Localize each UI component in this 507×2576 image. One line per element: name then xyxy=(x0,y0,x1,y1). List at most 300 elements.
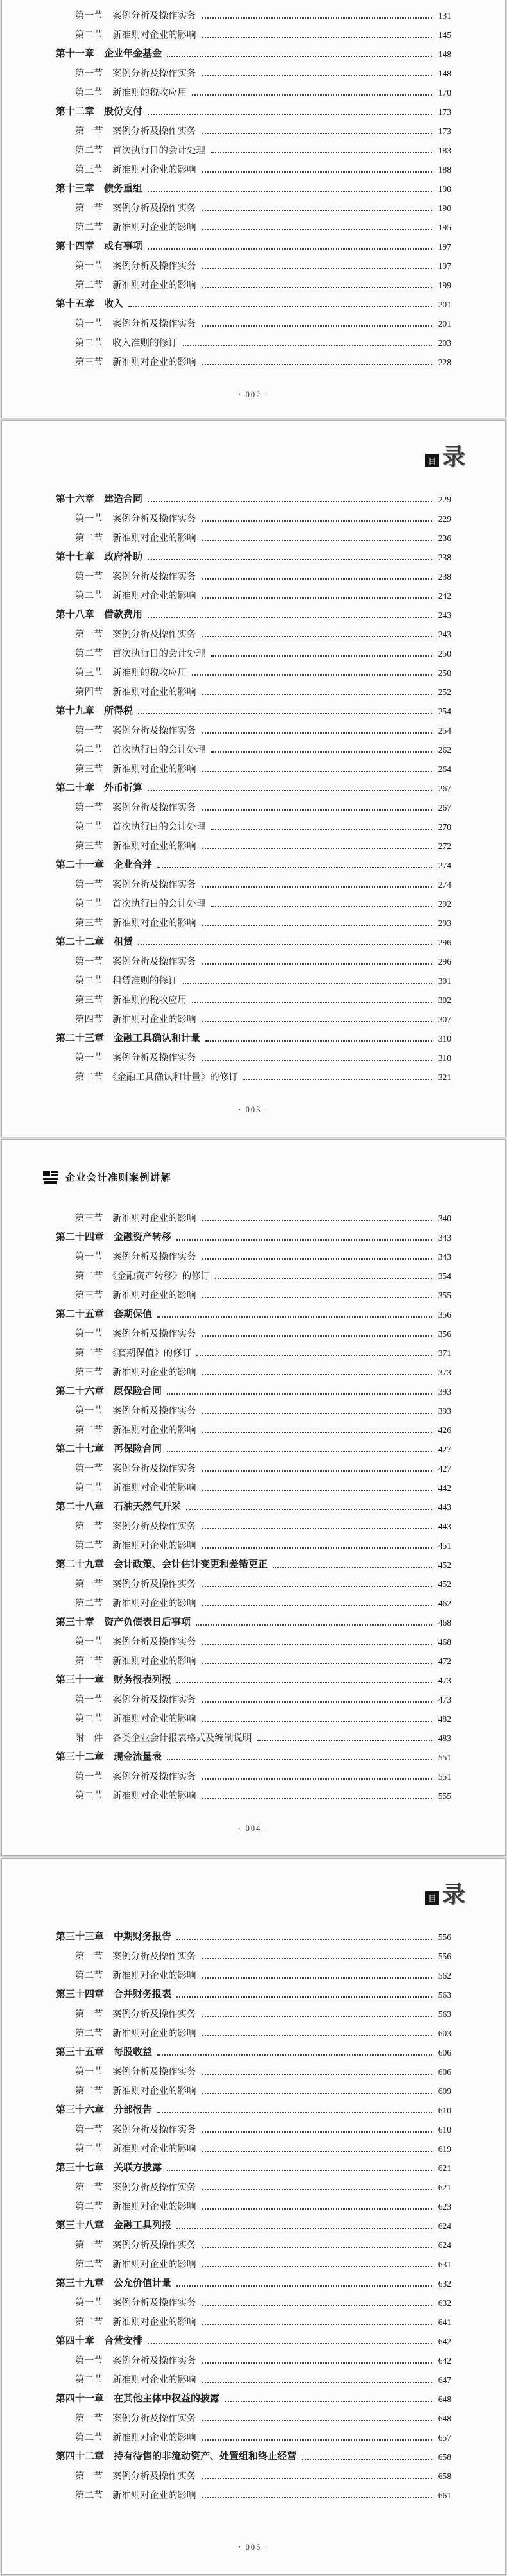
toc-entry-label: 第三节 新准则对企业的影响 xyxy=(75,918,196,929)
toc-entry-label: 第一节 案例分析及操作实务 xyxy=(75,1636,196,1647)
toc-entry xyxy=(56,1746,451,1765)
toc-entry-label: 第三十六章 分部报告 xyxy=(56,2105,153,2116)
toc-entry xyxy=(56,1206,451,1226)
toc-entry-page-number: 302 xyxy=(438,995,451,1006)
toc-entry xyxy=(56,1457,451,1476)
toc-entry-page-number: 483 xyxy=(438,1733,451,1744)
toc-entry-page-number: 610 xyxy=(438,2106,451,2116)
toc-entry-page-number: 270 xyxy=(438,822,451,832)
toc-entry-label: 第四十一章 在其他主体中权益的披露 xyxy=(56,2394,220,2405)
page-folio: · 004 · xyxy=(238,1824,269,1833)
toc-entry-page-number: 272 xyxy=(438,841,451,852)
dot-leader xyxy=(196,1624,432,1626)
toc-entry-label: 第十七章 政府补助 xyxy=(56,552,143,563)
toc-entry-page-number: 426 xyxy=(438,1425,451,1436)
dot-leader xyxy=(202,963,433,965)
toc-entry xyxy=(56,873,451,892)
dot-leader xyxy=(202,325,433,327)
toc-entry xyxy=(56,2445,451,2464)
toc-entry-page-number: 371 xyxy=(438,1348,451,1359)
toc-entry-label: 第三十七章 关联方披露 xyxy=(56,2163,162,2174)
toc-entry-page-number: 148 xyxy=(438,49,451,60)
toc-entry-label: 第三十一章 财务报表列报 xyxy=(56,1675,172,1686)
dot-leader xyxy=(202,2382,433,2383)
toc-entry xyxy=(56,488,451,507)
toc-entry-label: 第四节 新准则对企业的影响 xyxy=(75,687,196,698)
toc-entry-page-number: 340 xyxy=(438,1214,451,1224)
toc-entry-page-number: 355 xyxy=(438,1291,451,1301)
lu-glyph-icon: 录 xyxy=(442,1882,465,1907)
dot-leader xyxy=(211,152,432,153)
dot-leader xyxy=(202,1586,433,1587)
toc-entry xyxy=(56,119,451,139)
toc-entry-label: 第二节 《套期保值》的修订 xyxy=(75,1348,192,1359)
dot-leader xyxy=(211,906,432,907)
lu-glyph-icon: 录 xyxy=(442,444,465,470)
toc-entry-page-number: 632 xyxy=(438,2298,451,2308)
toc-entry-label: 第十一章 企业年金基金 xyxy=(56,49,162,60)
toc-entry xyxy=(56,1495,451,1515)
toc-entry-page-number: 657 xyxy=(438,2433,451,2443)
toc-entry-page-number: 623 xyxy=(438,2202,451,2212)
dot-leader xyxy=(202,133,433,134)
toc-entry-label: 第二节 新准则对企业的影响 xyxy=(75,2201,196,2212)
toc-entry-label: 第十二章 股份支付 xyxy=(56,107,143,117)
dot-leader xyxy=(202,2266,433,2267)
toc-entry-page-number: 624 xyxy=(438,2240,451,2251)
toc-entry-label: 第一节 案例分析及操作实务 xyxy=(75,1405,196,1416)
toc-entry-label: 第三十章 资产负债表日后事项 xyxy=(56,1617,191,1628)
toc-entry-label: 第二节 新准则对企业的影响 xyxy=(75,30,196,40)
toc-entry-page-number: 452 xyxy=(438,1560,451,1570)
toc-entry-label: 第二节 新准则对企业的影响 xyxy=(75,1425,196,1436)
dot-leader xyxy=(202,75,433,76)
toc-entry-page-number: 606 xyxy=(438,2067,451,2077)
toc-entry-label: 第一节 案例分析及操作实务 xyxy=(75,1251,196,1262)
toc-entry-label: 第三节 新准则的税收应用 xyxy=(75,995,187,1006)
toc-entry xyxy=(56,2310,451,2330)
toc-entry xyxy=(56,700,451,719)
dot-leader xyxy=(186,1509,432,1510)
dot-leader xyxy=(202,210,433,211)
toc-entry-label: 第三节 新准则对企业的影响 xyxy=(75,1367,196,1378)
toc-entry-label: 第二节 新准则对企业的影响 xyxy=(75,1540,196,1551)
toc-entry-label: 第二十一章 企业合并 xyxy=(56,860,153,871)
toc-entry-label: 第十五章 收入 xyxy=(56,299,124,310)
toc-entry xyxy=(56,2368,451,2387)
toc-entry-label: 第二节 新准则对企业的影响 xyxy=(75,1598,196,1609)
toc-entry-label: 第二节 新准则对企业的影响 xyxy=(75,2028,196,2039)
toc-entry xyxy=(56,1341,451,1361)
toc-entry xyxy=(56,1284,451,1303)
toc-entry-label: 第一节 案例分析及操作实务 xyxy=(75,203,196,214)
toc-entry-page-number: 373 xyxy=(438,1368,451,1378)
toc-entry xyxy=(56,603,451,623)
page-folio: · 003 · xyxy=(238,1105,269,1114)
book-logo-icon xyxy=(42,1169,60,1185)
toc-entry-page-number: 551 xyxy=(438,1772,451,1782)
toc-entry xyxy=(56,911,451,931)
toc-entry-label: 第十三章 债务重组 xyxy=(56,184,143,194)
toc-entry-label: 第二节 新准则对企业的影响 xyxy=(75,280,196,291)
dot-leader xyxy=(202,540,433,541)
toc-entry-page-number: 321 xyxy=(438,1072,451,1083)
dot-leader xyxy=(211,751,432,753)
toc-entry xyxy=(56,2330,451,2349)
toc-entry xyxy=(56,1515,451,1534)
toc-entry xyxy=(56,273,451,293)
toc-entry xyxy=(56,2426,451,2445)
dot-leader xyxy=(202,268,433,269)
toc-entry-page-number: 642 xyxy=(438,2356,451,2366)
dot-leader xyxy=(138,713,432,714)
toc-entry-label: 第三十九章 公允价值计量 xyxy=(56,2278,172,2289)
dot-leader xyxy=(202,1701,433,1703)
toc-entry xyxy=(56,777,451,796)
toc-entry-label: 第一节 案例分析及操作实务 xyxy=(75,1694,196,1705)
toc-entry xyxy=(56,2099,451,2118)
toc-entry-label: 第一节 案例分析及操作实务 xyxy=(75,2297,196,2308)
toc-entry-page-number: 427 xyxy=(438,1464,451,1474)
toc-entry xyxy=(56,2464,451,2484)
toc-entry xyxy=(56,1226,451,1245)
dot-leader xyxy=(202,2016,433,2017)
dot-leader xyxy=(211,829,432,830)
toc-entry xyxy=(56,1964,451,1983)
toc-entry xyxy=(56,950,451,969)
dot-leader xyxy=(202,1977,433,1979)
toc-entry xyxy=(56,350,451,370)
dot-leader xyxy=(202,1335,433,1337)
toc-entry-label: 第三节 新准则对企业的影响 xyxy=(75,764,196,775)
toc-entry-page-number: 451 xyxy=(438,1541,451,1551)
dot-leader xyxy=(196,1355,432,1356)
toc-entry-label: 第二节 新准则对企业的影响 xyxy=(75,2374,196,2385)
toc-entry-page-number: 264 xyxy=(438,764,451,775)
toc-entry-page-number: 190 xyxy=(438,184,451,194)
toc-entry-label: 第三十二章 现金流量表 xyxy=(56,1752,162,1763)
toc-entry-label: 第二节 《金融工具确认和计量》的修订 xyxy=(75,1072,238,1083)
toc-entry-label: 第二节 新准则对企业的影响 xyxy=(75,1790,196,1801)
toc-entry-label: 第三十三章 中期财务报告 xyxy=(56,1932,172,1943)
toc-entry-page-number: 238 xyxy=(438,572,451,582)
dot-leader xyxy=(202,2420,433,2421)
toc-entry-page-number: 603 xyxy=(438,2029,451,2039)
dot-leader xyxy=(202,287,433,288)
toc-entry xyxy=(56,2156,451,2176)
toc-entry xyxy=(56,545,451,565)
toc-entry-label: 第一节 案例分析及操作实务 xyxy=(75,126,196,137)
toc-entry-label: 第一节 案例分析及操作实务 xyxy=(75,10,196,21)
dot-leader xyxy=(202,2478,433,2479)
toc-entry xyxy=(56,1303,451,1322)
toc-entry-label: 第一节 案例分析及操作实务 xyxy=(75,629,196,640)
toc-entry xyxy=(56,42,451,62)
toc-entry xyxy=(56,854,451,873)
toc-entry xyxy=(56,1245,451,1264)
toc-entry-page-number: 301 xyxy=(438,976,451,986)
dot-leader xyxy=(202,2131,433,2133)
toc-entry-label: 第一节 案例分析及操作实务 xyxy=(75,1328,196,1339)
toc-entry-label: 第二节 新准则的税收应用 xyxy=(75,87,187,98)
dot-leader xyxy=(202,1432,433,1433)
dot-leader xyxy=(138,944,432,945)
dot-leader xyxy=(128,306,432,307)
toc-entry-page-number: 148 xyxy=(438,69,451,79)
toc-entry-label: 第三十四章 合并财务报表 xyxy=(56,1989,172,2000)
toc-entry xyxy=(56,1322,451,1341)
dot-leader xyxy=(202,2439,433,2441)
toc-entry-page-number: 642 xyxy=(438,2337,451,2347)
toc-entry-page-number: 195 xyxy=(438,223,451,233)
toc-entry-page-number: 661 xyxy=(438,2491,451,2501)
toc-entry-page-number: 274 xyxy=(438,880,451,890)
toc-entry-label: 第二节 首次执行日的会计处理 xyxy=(75,145,205,156)
toc-entry-label: 第一节 案例分析及操作实务 xyxy=(75,68,196,79)
toc-entry-label: 第二节 收入准则的修订 xyxy=(75,338,178,348)
toc-entry-label: 第三节 新准则对企业的影响 xyxy=(75,1290,196,1301)
toc-entry-page-number: 188 xyxy=(438,165,451,175)
toc-entry-label: 第一节 案例分析及操作实务 xyxy=(75,725,196,736)
toc-entry-label: 第十四章 或有事项 xyxy=(56,241,143,252)
toc-entry xyxy=(56,661,451,680)
dot-leader xyxy=(202,1490,433,1491)
toc-entry xyxy=(56,1649,451,1669)
toc-entry xyxy=(56,2233,451,2253)
toc-entry-page-number: 238 xyxy=(438,553,451,563)
toc-entry-page-number: 648 xyxy=(438,2414,451,2424)
toc-entry-page-number: 131 xyxy=(438,11,451,21)
toc-entry-page-number: 197 xyxy=(438,242,451,252)
toc-entry-label: 第二十四章 金融资产转移 xyxy=(56,1232,172,1243)
dot-leader xyxy=(202,1958,433,1959)
toc-entry-page-number: 267 xyxy=(438,784,451,794)
toc-entry xyxy=(56,1784,451,1803)
toc-entry-label: 第二节 新准则对企业的影响 xyxy=(75,2143,196,2154)
dot-leader xyxy=(243,1079,432,1080)
toc-entry-page-number: 631 xyxy=(438,2260,451,2270)
toc-entry xyxy=(56,1592,451,1611)
toc-entry xyxy=(56,719,451,738)
dot-leader xyxy=(148,790,432,791)
toc-entry-label: 第二节 新准则对企业的影响 xyxy=(75,1482,196,1493)
toc-entry xyxy=(56,1611,451,1630)
dot-leader xyxy=(202,809,433,811)
toc-entry xyxy=(56,1925,451,1945)
toc-entry xyxy=(56,623,451,642)
toc-entry-page-number: 243 xyxy=(438,630,451,640)
toc-entry-page-number: 267 xyxy=(438,803,451,813)
dot-leader xyxy=(202,2362,433,2364)
toc-page-003 xyxy=(1,420,506,1137)
toc-entry-page-number: 201 xyxy=(438,319,451,329)
toc-entry-label: 第二节 新准则对企业的影响 xyxy=(75,1970,196,1981)
toc-entry-page-number: 343 xyxy=(438,1233,451,1243)
dot-leader xyxy=(202,1528,433,1529)
dot-leader xyxy=(202,694,433,695)
dot-leader xyxy=(167,1451,432,1452)
toc-entry-page-number: 632 xyxy=(438,2279,451,2289)
dot-leader xyxy=(211,655,432,657)
toc-entry-page-number: 563 xyxy=(438,2009,451,2020)
dot-leader xyxy=(148,617,432,618)
toc-entry-page-number: 562 xyxy=(438,1971,451,1981)
toc-entry xyxy=(56,565,451,584)
toc-entry-page-number: 393 xyxy=(438,1406,451,1416)
toc-entry-page-number: 356 xyxy=(438,1310,451,1320)
toc-entry-page-number: 296 xyxy=(438,957,451,967)
toc-entry-label: 第二节 新准则对企业的影响 xyxy=(75,2490,196,2501)
dot-leader xyxy=(205,1040,432,1042)
dot-leader xyxy=(215,1278,432,1279)
toc-entry xyxy=(56,1553,451,1572)
dot-leader xyxy=(157,1316,432,1318)
toc-entry xyxy=(56,1669,451,1688)
dot-leader xyxy=(176,2285,432,2287)
dot-leader xyxy=(176,1996,432,1998)
toc-entry xyxy=(56,1399,451,1418)
toc-entry-label: 第一节 案例分析及操作实务 xyxy=(75,1521,196,1532)
toc-entry xyxy=(56,1027,451,1046)
toc-entry xyxy=(56,1476,451,1495)
toc-entry-page-number: 555 xyxy=(438,1791,451,1801)
toc-entry-label: 第二节 新准则对企业的影响 xyxy=(75,590,196,601)
dot-leader xyxy=(202,2151,433,2152)
toc-entry-label: 第一节 案例分析及操作实务 xyxy=(75,802,196,813)
toc-entry xyxy=(56,158,451,177)
dot-leader xyxy=(202,925,433,926)
toc-entry-page-number: 551 xyxy=(438,1753,451,1763)
toc-list xyxy=(56,1925,451,2503)
toc-entry-page-number: 556 xyxy=(438,1932,451,1943)
toc-entry-page-number: 183 xyxy=(438,146,451,156)
toc-entry xyxy=(56,1983,451,2002)
dot-leader xyxy=(202,2305,433,2306)
toc-entry-page-number: 199 xyxy=(438,280,451,291)
dot-leader xyxy=(202,1060,433,1061)
dot-leader xyxy=(202,1547,433,1549)
toc-entry-label: 第四十二章 持有待售的非流动资产、处置组和终止经营 xyxy=(56,2451,297,2462)
toc-entry xyxy=(56,293,451,312)
toc-entry xyxy=(56,2253,451,2272)
dot-leader xyxy=(148,248,432,250)
toc-entry-label: 第一节 案例分析及操作实务 xyxy=(75,2413,196,2424)
toc-entry-page-number: 443 xyxy=(438,1522,451,1532)
dot-leader xyxy=(202,2208,433,2210)
toc-entry-page-number: 462 xyxy=(438,1599,451,1609)
toc-entry-label: 第二节 新准则对企业的影响 xyxy=(75,2432,196,2443)
toc-entry-page-number: 229 xyxy=(438,514,451,524)
dot-leader xyxy=(183,983,433,984)
dot-leader xyxy=(176,1939,432,1940)
toc-list xyxy=(56,4,451,370)
toc-entry xyxy=(56,1264,451,1284)
dot-leader xyxy=(202,732,433,734)
toc-entry-label: 第一节 案例分析及操作实务 xyxy=(75,1463,196,1474)
toc-entry-page-number: 236 xyxy=(438,533,451,544)
toc-entry-page-number: 648 xyxy=(438,2394,451,2405)
dot-leader xyxy=(302,2459,432,2460)
toc-entry xyxy=(56,642,451,661)
toc-entry-label: 第三节 新准则对企业的影响 xyxy=(75,1213,196,1224)
dot-leader xyxy=(176,2228,432,2229)
toc-entry xyxy=(56,62,451,81)
toc-entry-page-number: 473 xyxy=(438,1676,451,1686)
toc-entry-page-number: 393 xyxy=(438,1387,451,1397)
toc-entry-label: 第二节 新准则对企业的影响 xyxy=(75,533,196,544)
toc-entry xyxy=(56,312,451,331)
toc-entry xyxy=(56,1361,451,1380)
dot-leader xyxy=(202,1413,433,1414)
dot-leader xyxy=(202,2497,433,2498)
dot-leader xyxy=(202,1798,433,1799)
dot-leader xyxy=(202,1644,433,1645)
dot-leader xyxy=(202,2247,433,2248)
toc-entry-label: 第二节 新准则对企业的影响 xyxy=(75,2259,196,2270)
toc-entry xyxy=(56,757,451,777)
toc-running-header xyxy=(425,444,465,470)
toc-entry xyxy=(56,1765,451,1784)
dot-leader xyxy=(202,1021,433,1022)
toc-entry-page-number: 563 xyxy=(438,1990,451,2000)
toc-entry-label: 第二十九章 会计政策、会计估计变更和差错更正 xyxy=(56,1559,268,1570)
mu-box-icon: 目 xyxy=(425,1891,439,1905)
toc-entry-label: 第二节 租赁准则的修订 xyxy=(75,975,178,986)
toc-entry-label: 第一节 案例分析及操作实务 xyxy=(75,2471,196,2482)
toc-entry xyxy=(56,100,451,119)
toc-entry-page-number: 473 xyxy=(438,1695,451,1705)
toc-entry-label: 第二十二章 租赁 xyxy=(56,937,133,948)
dot-leader xyxy=(225,2401,432,2402)
dot-leader xyxy=(157,867,432,868)
dot-leader xyxy=(148,501,432,502)
dot-leader xyxy=(202,1220,433,1221)
toc-entry-label: 第一节 案例分析及操作实务 xyxy=(75,879,196,890)
dot-leader xyxy=(192,1002,432,1003)
toc-entry-page-number: 354 xyxy=(438,1271,451,1282)
book-title: 企业会计准则案例讲解 xyxy=(65,1172,172,1183)
toc-entry xyxy=(56,23,451,42)
toc-entry-label: 附 件 各类企业会计报表格式及编制说明 xyxy=(75,1733,252,1744)
dot-leader xyxy=(202,1297,433,1298)
dot-leader xyxy=(167,1393,432,1395)
toc-entry xyxy=(56,2176,451,2195)
dot-leader xyxy=(202,37,433,38)
toc-entry-label: 第一节 案例分析及操作实务 xyxy=(75,513,196,524)
toc-entry-page-number: 482 xyxy=(438,1714,451,1724)
toc-page-002 xyxy=(1,0,506,418)
toc-entry-label: 第四十章 合营安排 xyxy=(56,2336,143,2347)
toc-entry xyxy=(56,988,451,1008)
toc-entry xyxy=(56,1572,451,1592)
toc-entry-page-number: 468 xyxy=(438,1637,451,1647)
dot-leader xyxy=(148,191,432,192)
toc-entry-label: 第一节 案例分析及操作实务 xyxy=(75,1771,196,1782)
toc-entry-label: 第一节 案例分析及操作实务 xyxy=(75,2182,196,2193)
toc-entry-page-number: 201 xyxy=(438,300,451,310)
dot-leader xyxy=(202,2189,433,2190)
toc-entry xyxy=(56,815,451,834)
toc-list xyxy=(56,1206,451,1803)
page-folio: · 002 · xyxy=(238,390,269,399)
toc-entry-page-number: 173 xyxy=(438,107,451,117)
toc-entry-page-number: 443 xyxy=(438,1502,451,1513)
dot-leader xyxy=(148,114,432,115)
dot-leader xyxy=(202,2035,433,2036)
toc-entry xyxy=(56,235,451,254)
toc-entry xyxy=(56,738,451,757)
toc-entry-label: 第二十八章 石油天然气开采 xyxy=(56,1502,182,1513)
